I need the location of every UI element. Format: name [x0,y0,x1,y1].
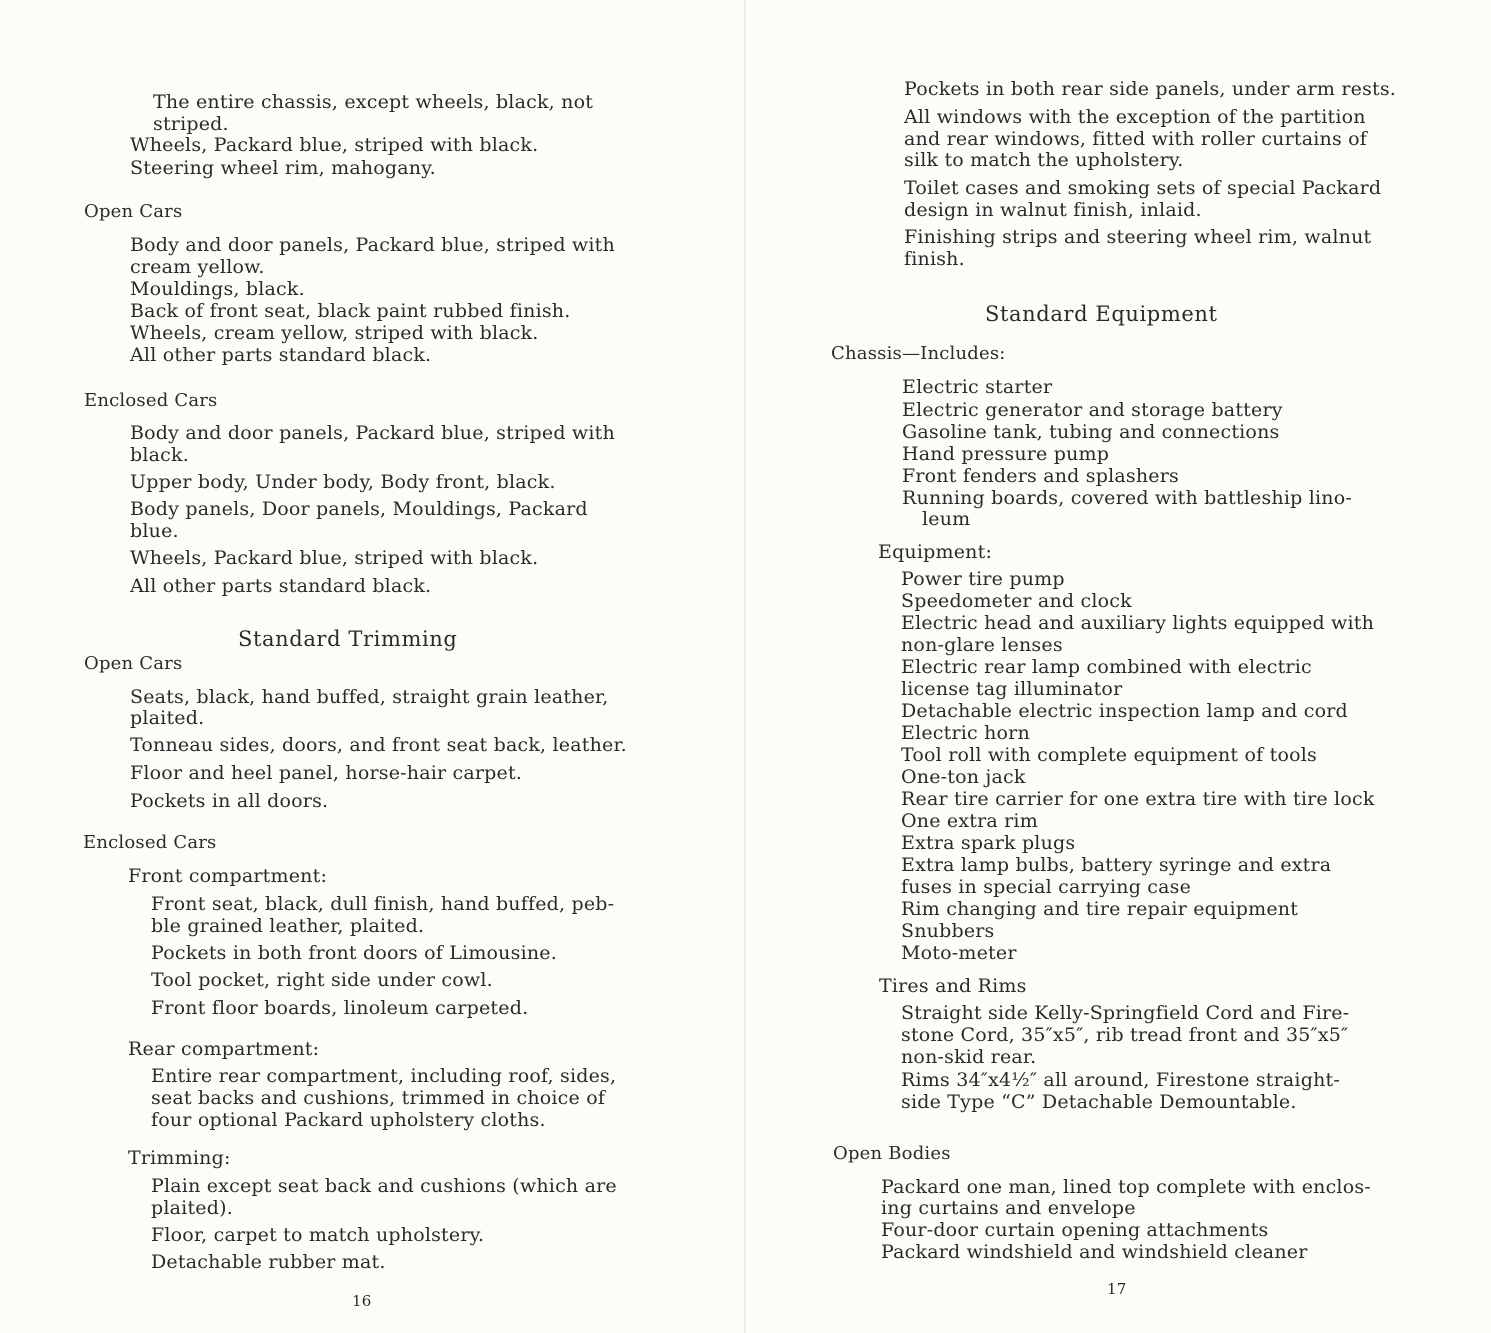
body-line: ing curtains and envelope [881,1197,1136,1219]
body-line: design in walnut finish, inlaid. [904,199,1202,221]
page-number: 17 [1107,1280,1127,1298]
body-line: The entire chassis, except wheels, black, not [153,91,594,113]
body-line: plaited. [130,707,205,729]
body-line: stone Cord, 35″x5″, rib tread front and 35″x5″ [901,1024,1349,1046]
body-line: cream yellow. [130,256,265,278]
body-line: Back of front seat, black paint rubbed finish. [130,300,571,322]
body-line: black. [130,444,189,466]
body-line: Packard windshield and windshield cleaner [881,1241,1308,1263]
section-heading: Chassis—Includes: [831,343,1006,364]
body-line: Running boards, covered with battleship lino- [902,487,1352,509]
body-line: and rear windows, fitted with roller curtains of [904,128,1368,150]
body-line: silk to match the upholstery. [904,149,1184,171]
section-heading: Enclosed Cars [84,390,218,411]
body-line: Floor and heel panel, horse-hair carpet. [130,762,523,784]
sub-heading: Front compartment: [128,865,328,887]
body-line: Plain except seat back and cushions (which are [151,1175,617,1197]
body-line: Toilet cases and smoking sets of special Packard [904,177,1382,199]
body-line: Tonneau sides, doors, and front seat back, leather. [130,734,627,756]
sub-heading: Trimming: [128,1147,231,1169]
body-line: All other parts standard black. [130,575,432,597]
body-line: Steering wheel rim, mahogany. [130,157,436,179]
body-line: Detachable electric inspection lamp and cord [901,700,1348,722]
body-line: license tag illuminator [901,678,1123,700]
body-line: Four-door curtain opening attachments [881,1219,1269,1241]
body-line: Moto-meter [901,942,1017,964]
section-heading: Open Cars [84,201,183,222]
body-line: One extra rim [901,810,1038,832]
body-line: Wheels, cream yellow, striped with black. [130,322,539,344]
section-heading: Open Bodies [833,1143,951,1164]
body-line: Speedometer and clock [901,590,1132,612]
body-line: non-glare lenses [901,634,1063,656]
body-line: Upper body, Under body, Body front, black. [130,471,556,493]
sub-heading: Tires and Rims [879,975,1027,997]
body-line: Tool roll with complete equipment of tools [901,744,1317,766]
body-line: Power tire pump [901,568,1065,590]
body-line: Rim changing and tire repair equipment [901,898,1299,920]
body-line: Body and door panels, Packard blue, striped with [130,422,615,444]
body-line: Mouldings, black. [130,278,305,300]
body-line: Entire rear compartment, including roof, sides, [151,1065,617,1087]
body-line: Straight side Kelly-Springfield Cord and Fire- [901,1002,1350,1024]
section-title: Standard Trimming [238,627,458,651]
body-line: Electric horn [901,722,1030,744]
body-line: Wheels, Packard blue, striped with black. [130,134,539,156]
body-line: Floor, carpet to match upholstery. [151,1224,485,1246]
body-line: finish. [904,248,965,270]
body-line: non-skid rear. [901,1046,1037,1068]
body-line: Gasoline tank, tubing and connections [902,421,1280,443]
body-line: All other parts standard black. [130,344,432,366]
body-line: Electric rear lamp combined with electric [901,656,1312,678]
page-number: 16 [352,1292,372,1310]
body-line: Extra lamp bulbs, battery syringe and extra [901,854,1332,876]
body-line: Detachable rubber mat. [151,1251,386,1273]
left-page [0,0,745,1333]
body-line: Finishing strips and steering wheel rim, walnut [904,226,1372,248]
body-line: Rims 34″x4½″ all around, Firestone straight- [901,1069,1340,1091]
body-line: Hand pressure pump [902,443,1110,465]
section-heading: Open Cars [84,653,183,674]
body-line: Front floor boards, linoleum carpeted. [151,997,529,1019]
body-line: seat backs and cushions, trimmed in choice of [151,1087,606,1109]
body-line: side Type “C” Detachable Demountable. [901,1091,1297,1113]
body-line: Pockets in all doors. [130,790,329,812]
body-line: Seats, black, hand buffed, straight grain leather, [130,686,609,708]
sub-heading: Equipment: [878,541,993,563]
body-line: ble grained leather, plaited. [151,915,425,937]
body-line: Pockets in both front doors of Limousine. [151,942,557,964]
body-line: Tool pocket, right side under cowl. [151,969,493,991]
body-line: plaited). [151,1197,233,1219]
body-line: Body and door panels, Packard blue, striped with [130,234,615,256]
sub-heading: Rear compartment: [128,1038,320,1060]
body-line: leum [922,508,971,530]
body-line: Rear tire carrier for one extra tire with tire lock [901,788,1375,810]
body-line: Electric starter [902,376,1053,398]
body-line: Pockets in both rear side panels, under arm rests. [904,78,1397,100]
section-title: Standard Equipment [985,302,1218,326]
body-line: Electric head and auxiliary lights equipped with [901,612,1375,634]
body-line: fuses in special carrying case [901,876,1192,898]
section-heading: Enclosed Cars [83,832,217,853]
body-line: Front fenders and splashers [902,465,1179,487]
body-line: All windows with the exception of the partition [904,106,1366,128]
body-line: striped. [153,113,229,135]
body-line: Snubbers [901,920,995,942]
body-line: four optional Packard upholstery cloths. [151,1109,546,1131]
body-line: Extra spark plugs [901,832,1076,854]
body-line: Body panels, Door panels, Mouldings, Packard [130,498,588,520]
body-line: Electric generator and storage battery [902,399,1283,421]
right-page [746,0,1491,1333]
body-line: Packard one man, lined top complete with enclos- [881,1176,1371,1198]
body-line: One-ton jack [901,766,1026,788]
body-line: Wheels, Packard blue, striped with black. [130,547,539,569]
body-line: Front seat, black, dull finish, hand buffed, peb- [151,893,615,915]
body-line: blue. [130,520,179,542]
